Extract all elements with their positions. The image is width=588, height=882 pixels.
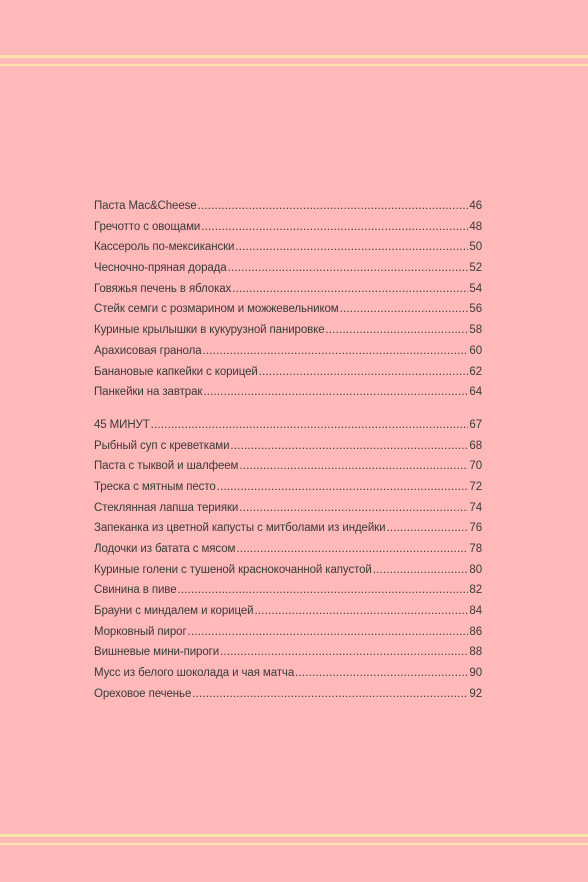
entry-page-number: 76 xyxy=(469,522,482,535)
entry-title: Банановые капкейки с корицей xyxy=(94,365,258,378)
toc-entry[interactable] xyxy=(94,646,482,667)
table-of-contents xyxy=(94,200,482,709)
entry-leader xyxy=(203,345,469,357)
toc-entry[interactable] xyxy=(94,564,482,585)
entry-leader xyxy=(188,626,469,638)
entry-title: Арахисовая гранола xyxy=(94,344,202,357)
entry-title: Чесночно-пряная дорада xyxy=(94,262,227,275)
entry-title: Стеклянная лапша терияки xyxy=(94,501,239,514)
entry-page-number: 50 xyxy=(469,241,482,254)
toc-entry[interactable] xyxy=(94,366,482,387)
toc-entry[interactable] xyxy=(94,626,482,647)
toc-entry[interactable] xyxy=(94,241,482,262)
toc-entry[interactable] xyxy=(94,502,482,523)
entry-title: Треска с мятным песто xyxy=(94,480,216,493)
entry-title: Говяжья печень в яблоках xyxy=(94,282,232,295)
toc-entry[interactable] xyxy=(94,605,482,626)
entry-leader xyxy=(235,241,468,253)
entry-leader xyxy=(178,584,469,596)
entry-leader xyxy=(151,419,469,431)
entry-leader xyxy=(373,564,469,576)
toc-entry[interactable] xyxy=(94,522,482,543)
toc-entry[interactable] xyxy=(94,584,482,605)
entry-page-number: 90 xyxy=(469,667,482,680)
top-stripe-thick xyxy=(0,55,588,58)
toc-entry[interactable] xyxy=(94,221,482,242)
entry-page-number: 70 xyxy=(469,460,482,473)
toc-entry[interactable] xyxy=(94,688,482,709)
toc-entry[interactable] xyxy=(94,345,482,366)
entry-title: Паста с тыквой и шалфеем xyxy=(94,460,239,473)
entry-title: Лодочки из батата с мясом xyxy=(94,543,236,555)
entry-page-number: 67 xyxy=(469,418,482,431)
entry-leader xyxy=(230,440,468,452)
entry-page-number: 78 xyxy=(469,543,482,555)
entry-page-number: 92 xyxy=(469,687,482,700)
entry-leader xyxy=(254,605,468,617)
entry-page-number: 58 xyxy=(469,324,482,337)
entry-page-number: 62 xyxy=(469,365,482,378)
entry-page-number: 46 xyxy=(469,200,482,212)
entry-title: Паста Mac&Cheese xyxy=(94,200,197,212)
toc-entry[interactable] xyxy=(94,200,482,221)
entry-page-number: 60 xyxy=(469,344,482,357)
entry-page-number: 64 xyxy=(469,386,482,399)
entry-page-number: 88 xyxy=(469,646,482,659)
entry-leader xyxy=(239,502,468,514)
bottom-stripe-thin xyxy=(0,843,588,845)
toc-group-1 xyxy=(94,200,482,407)
toc-entry[interactable] xyxy=(94,440,482,461)
toc-entry[interactable] xyxy=(94,324,482,345)
entry-title: Гречотто с овощами xyxy=(94,220,201,233)
entry-page-number: 52 xyxy=(469,262,482,275)
entry-page-number: 84 xyxy=(469,605,482,618)
entry-page-number: 82 xyxy=(469,584,482,597)
entry-page-number: 86 xyxy=(469,625,482,638)
entry-title: Ореховое печенье xyxy=(94,687,192,700)
entry-leader xyxy=(228,262,469,274)
entry-leader xyxy=(340,303,469,315)
toc-entry[interactable] xyxy=(94,303,482,324)
bottom-stripe-thick xyxy=(0,834,588,837)
entry-title: Рыбный суп с креветками xyxy=(94,439,230,452)
entry-leader xyxy=(295,667,468,679)
entry-title: Брауни с миндалем и корицей xyxy=(94,605,254,618)
top-stripe-thin xyxy=(0,64,588,66)
toc-entry[interactable] xyxy=(94,262,482,283)
entry-page-number: 68 xyxy=(469,439,482,452)
entry-title: 45 МИНУТ xyxy=(94,418,150,431)
entry-leader xyxy=(203,386,468,398)
entry-leader xyxy=(201,221,468,233)
entry-title: Мусс из белого шоколада и чая матча xyxy=(94,667,295,680)
entry-page-number: 72 xyxy=(469,480,482,493)
entry-title: Куриные крылышки в кукурузной панировке xyxy=(94,324,325,337)
entry-leader xyxy=(236,543,468,555)
entry-leader xyxy=(386,522,468,534)
entry-leader xyxy=(326,324,469,336)
toc-entry[interactable] xyxy=(94,283,482,304)
entry-page-number: 56 xyxy=(469,303,482,316)
toc-group-2 xyxy=(94,419,482,709)
entry-leader xyxy=(232,283,468,295)
entry-title: Свинина в пиве xyxy=(94,584,177,597)
toc-entry[interactable] xyxy=(94,543,482,564)
entry-title: Кассероль по-мексикански xyxy=(94,241,235,254)
entry-leader xyxy=(192,688,468,700)
entry-leader xyxy=(198,200,469,212)
toc-section-heading[interactable] xyxy=(94,419,482,440)
entry-leader xyxy=(217,481,469,493)
entry-page-number: 54 xyxy=(469,282,482,295)
entry-leader xyxy=(220,646,468,658)
entry-leader xyxy=(239,460,468,472)
entry-title: Запеканка из цветной капусты с митболами из индейки xyxy=(94,522,386,535)
entry-page-number: 48 xyxy=(469,220,482,233)
entry-title: Морковный пирог xyxy=(94,625,187,638)
entry-leader xyxy=(259,366,469,378)
entry-title: Куриные голени с тушеной краснокочанной капустой xyxy=(94,563,372,576)
entry-page-number: 74 xyxy=(469,501,482,514)
entry-title: Вишневые мини-пироги xyxy=(94,646,220,659)
toc-entry[interactable] xyxy=(94,481,482,502)
entry-page-number: 80 xyxy=(469,563,482,576)
toc-entry[interactable] xyxy=(94,667,482,688)
entry-title: Стейк семги с розмарином и можжевельником xyxy=(94,303,339,316)
toc-entry[interactable] xyxy=(94,460,482,481)
toc-entry[interactable] xyxy=(94,386,482,407)
entry-title: Панкейки на завтрак xyxy=(94,386,203,399)
